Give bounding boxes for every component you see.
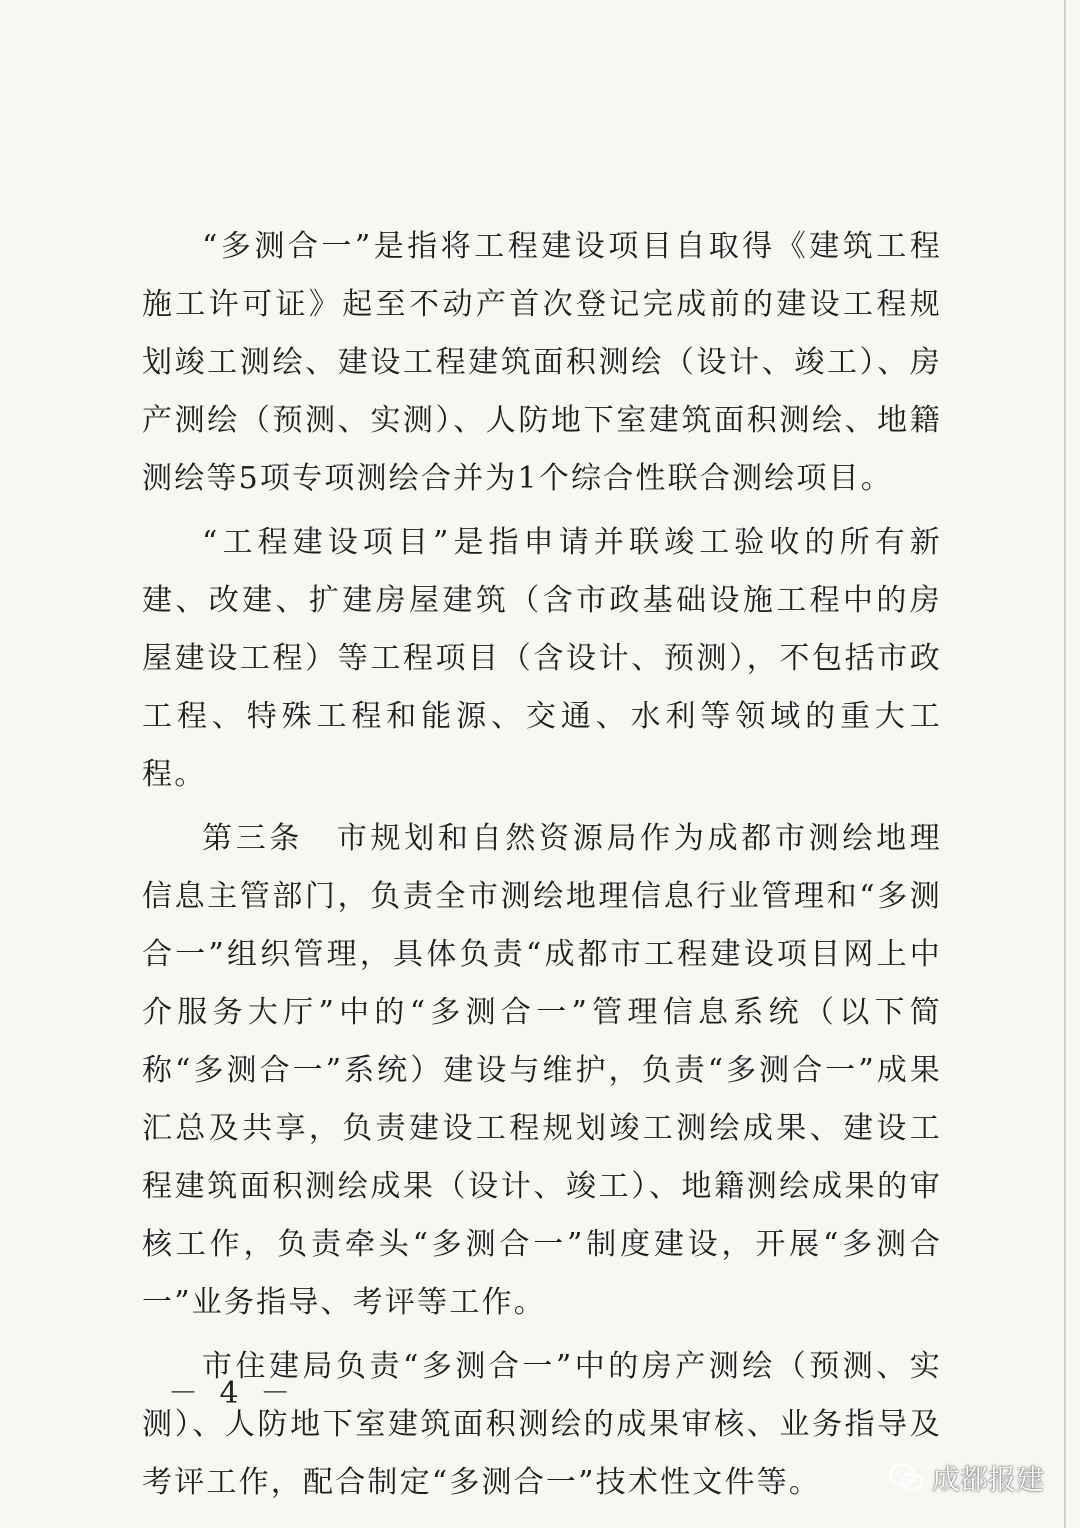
watermark-text: 成都报建 xyxy=(931,1463,1044,1496)
paragraph-article-three: 第三条 市规划和自然资源局作为成都市测绘地理信息主管部门，负责全市测绘地理信息行业管理和“多测合一”组织管理，具体负责“成都市工程建设项目网上中介服务大厅”中的“多测合一”管理信息系统（以下简称“多测合一”系统）建设与维护，负责“多测合一”成果汇总及共享，负责建设工程规划竣工测绘成果、建设工程建筑面积测绘成果（设计、竣工）、地籍测绘成果的审核工作，负责牵头“多测合一”制度建设，开展“多测合一”业务指导、考评等工作。 xyxy=(142,821,942,1320)
document-body xyxy=(142,218,942,1514)
paragraph-housing-bureau: 市住建局负责“多测合一”中的房产测绘（预测、实测）、人防地下室建筑面积测绘的成果审核、业务指导及考评工作，配合制定“多测合一”技术性文件等。 xyxy=(142,1349,942,1500)
page-edge-shadow xyxy=(1064,0,1066,1528)
paragraph-definition-construction-project: “工程建设项目”是指申请并联竣工验收的所有新建、改建、扩建房屋建筑（含市政基础设施工程中的房屋建设工程）等工程项目（含设计、预测），不包括市政工程、特殊工程和能源、交通、水利等领域的重大工程。 xyxy=(142,525,942,792)
paragraph-definition-multi-survey: “多测合一”是指将工程建设项目自取得《建筑工程施工许可证》起至不动产首次登记完成前的建设工程规划竣工测绘、建设工程建筑面积测绘（设计、竣工）、房产测绘（预测、实测）、人防地下室建筑面积测绘、地籍测绘等5项专项测绘合并为1个综合性联合测绘项目。 xyxy=(142,229,942,496)
page-number: － 4 － xyxy=(168,1376,297,1411)
account-watermark xyxy=(888,1458,1044,1498)
wechat-icon xyxy=(888,1463,924,1493)
